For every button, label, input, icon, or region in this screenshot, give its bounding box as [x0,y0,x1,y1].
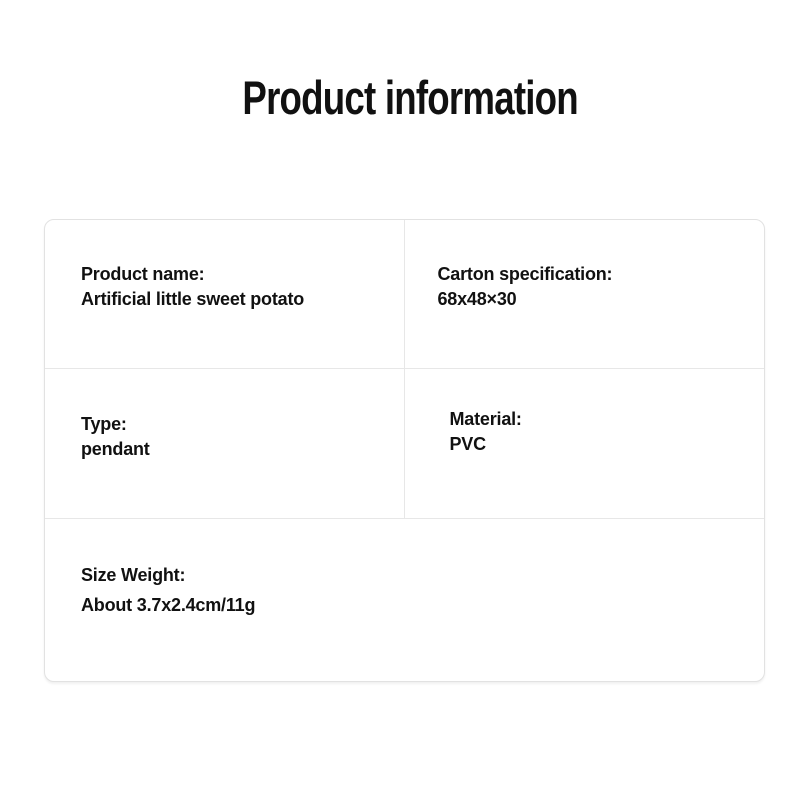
cell-carton-specification [405,220,765,369]
carton-specification-label: Carton specification: [437,264,613,284]
carton-specification-value: 68x48×30 [437,289,517,309]
cell-product-name [45,220,405,369]
product-name-value: Artificial little sweet potato [81,289,305,309]
product-name-label: Product name: [81,264,205,284]
material-value: PVC [449,434,486,454]
cell-material [405,369,765,519]
product-info-table [44,219,765,682]
type-value: pendant [81,439,150,459]
cell-size-weight [45,519,764,681]
type-label: Type: [81,414,127,434]
size-weight-value: About 3.7x2.4cm/11g [81,595,256,615]
material-label: Material: [449,409,522,429]
cell-type [45,369,405,519]
size-weight-label: Size Weight: [81,565,186,585]
page-title: Product information [242,71,578,124]
